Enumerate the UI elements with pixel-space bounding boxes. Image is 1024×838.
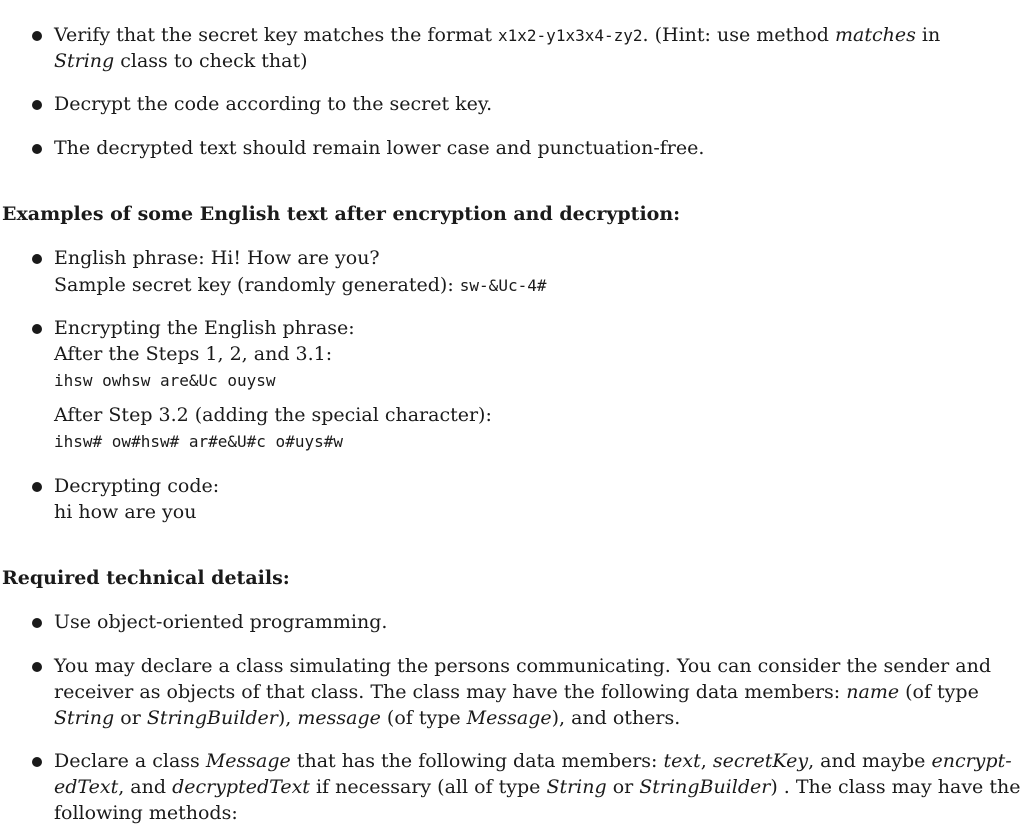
text: that has the following data members: — [290, 750, 664, 772]
text: ), — [277, 707, 298, 729]
type-name: Message — [205, 750, 291, 772]
examples-heading: Examples of some English text after encryption and decryption: — [2, 203, 681, 225]
text: . (Hint: use method — [642, 24, 836, 46]
text: in — [915, 24, 941, 46]
encrypting-label: Encrypting the English phrase: — [54, 317, 355, 339]
verify-key-line-2 — [54, 48, 308, 74]
after-steps-label: After the Steps 1, 2, and 3.1: — [54, 343, 333, 365]
type-name: Message — [466, 707, 552, 729]
text: (of type — [899, 681, 979, 703]
after-step32-code: ihsw# ow#hsw# ar#e&U#c o#uys#w — [54, 432, 343, 451]
decrypt-instruction: Decrypt the code according to the secret key. — [54, 93, 493, 115]
member-name: text — [663, 750, 701, 772]
type-name: String — [546, 776, 607, 798]
bullet-icon — [32, 618, 42, 628]
text: class to check that) — [114, 50, 308, 72]
decrypting-label: Decrypting code: — [54, 475, 220, 497]
after-steps-code: ihsw owhsw are&Uc ouysw — [54, 371, 276, 390]
bullet-icon — [32, 31, 42, 41]
sample-key-code: sw-&Uc-4# — [459, 276, 547, 295]
member-name: secretKey — [712, 750, 809, 772]
text: Verify that the secret key matches the format — [54, 24, 499, 46]
class-decl-line-1: You may declare a class simulating the persons communicating. You can consider the sender and — [54, 655, 991, 677]
key-format-code: x1x2-y1x3x4-zy2 — [498, 26, 643, 45]
text: or — [114, 707, 147, 729]
member-name: edText — [54, 776, 119, 798]
class-name: String — [54, 50, 115, 72]
text: Sample secret key (randomly generated): — [54, 274, 460, 296]
message-class-line-2 — [54, 774, 1020, 800]
oop-instruction: Use object-oriented programming. — [54, 611, 388, 633]
member-name: encrypt- — [931, 750, 1012, 772]
class-decl-line-2 — [54, 679, 979, 705]
text: ) . The class may have the — [770, 776, 1021, 798]
verify-key-line-1 — [54, 22, 940, 49]
member-name: message — [297, 707, 381, 729]
member-name: decryptedText — [172, 776, 310, 798]
english-phrase: English phrase: Hi! How are you? — [54, 247, 380, 269]
text: , and — [118, 776, 173, 798]
text: receiver as objects of that class. The class may have the following data members: — [54, 681, 847, 703]
class-decl-line-3 — [54, 705, 680, 731]
bullet-icon — [32, 662, 42, 672]
decrypt-value: hi how are you — [54, 501, 197, 523]
bullet-icon — [32, 482, 42, 492]
bullet-icon — [32, 757, 42, 767]
member-name: name — [846, 681, 900, 703]
type-name: StringBuilder — [146, 707, 278, 729]
bullet-icon — [32, 254, 42, 264]
lowercase-instruction: The decrypted text should remain lower case and punctuation-free. — [54, 137, 705, 159]
text: (of type — [380, 707, 467, 729]
text: , — [700, 750, 713, 772]
after-step32-label: After Step 3.2 (adding the special character): — [54, 404, 492, 426]
type-name: StringBuilder — [639, 776, 771, 798]
sample-key-line — [54, 272, 546, 299]
text: , and maybe — [808, 750, 932, 772]
text: ), and others. — [551, 707, 681, 729]
message-class-line-3: following methods: — [54, 802, 238, 824]
text: or — [606, 776, 640, 798]
technical-heading: Required technical details: — [2, 567, 290, 589]
type-name: String — [54, 707, 115, 729]
text: if necessary (all of type — [309, 776, 547, 798]
message-class-line-1 — [54, 748, 1012, 774]
bullet-icon — [32, 100, 42, 110]
bullet-icon — [32, 144, 42, 154]
method-name: matches — [835, 24, 916, 46]
bullet-icon — [32, 324, 42, 334]
text: Declare a class — [54, 750, 206, 772]
